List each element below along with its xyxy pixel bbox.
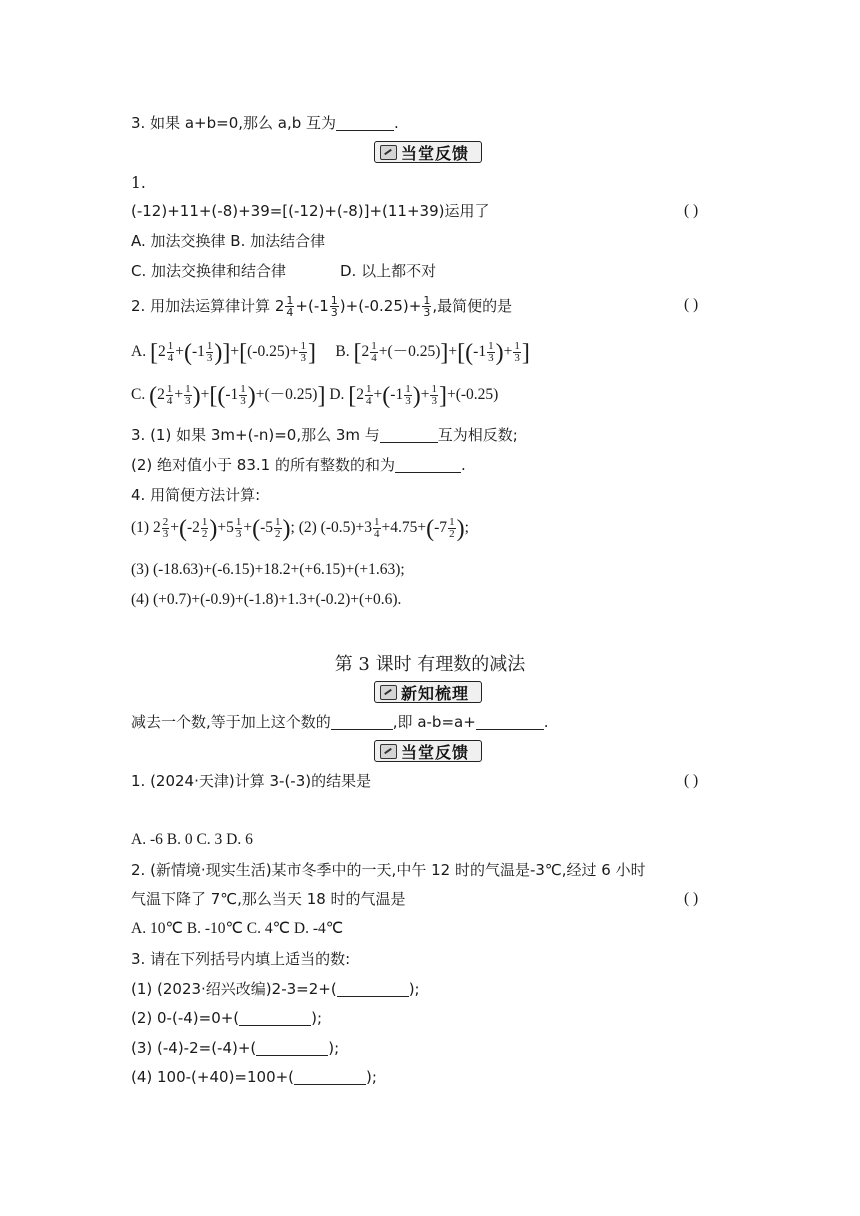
badge-label: 当堂反馈 — [401, 143, 470, 163]
rule-text-c: . — [543, 713, 549, 731]
q4-stem: 4. 用简便方法计算: — [131, 486, 261, 504]
l3-q3-stem: 3. 请在下列括号内填上适当的数: — [131, 950, 351, 968]
section-badge-feedback — [374, 141, 482, 163]
q2-stem — [131, 295, 512, 318]
l3-q3-item-4 — [131, 1067, 377, 1087]
answer-blank[interactable] — [331, 715, 393, 730]
answer-blank[interactable] — [294, 1070, 366, 1085]
l3-q3-item-2 — [131, 1008, 322, 1028]
q3-2-end: . — [460, 456, 466, 474]
option-c-label: C. — [131, 386, 146, 404]
answer-blank[interactable] — [256, 1041, 328, 1056]
q4-item-3: (3) (-18.63)+(-6.15)+18.2+(+6.15)+(+1.63); — [131, 561, 405, 578]
answer-paren[interactable]: ( ) — [684, 772, 699, 789]
q2-options-ab: A. [2 $\frac{1}{4}$ +(-1 $\frac{1}{3}$ )]+[(-0.25)+ $\frac{1}{3}$ ] B. [2 $\frac{1}{4}$ +(－0.25)]+[(-1 $\frac{1}{3}$ )+ $\frac{1}{3}$ ] — [131, 340, 530, 367]
option-a-label: A. — [131, 343, 147, 361]
l3-q2-options: A. 10℃ B. -10℃ C. 4℃ D. -4℃ — [131, 920, 344, 937]
badge-label: 新知梳理 — [401, 683, 470, 703]
q4-items-1-2: (1) 2 $\frac{2}{3}$ +(-2 $\frac{1}{2}$ )+5 $\frac{1}{3}$ +(-5 $\frac{1}{2}$ ); (2) (-0.5)+3 $\frac{1}{4}$ +4.75+(-7 $\frac{1}{2}$ ); — [131, 516, 469, 543]
l3-q3-item-1 — [131, 979, 420, 999]
q2-part-a: 2. 用加法运算律计算 2 — [131, 297, 285, 315]
answer-blank[interactable] — [239, 1011, 311, 1026]
q2-part-b: +(-1 — [295, 297, 329, 315]
section-badge-new-knowledge — [374, 681, 482, 703]
q3-part1 — [131, 425, 518, 445]
q2-options-cd: C. (2 $\frac{1}{4}$ + $\frac{1}{3}$ )+[(-1 $\frac{1}{3}$ )+(－0.25)] D. [2 $\frac{1}{4}$ +(-1 $\frac{1}{3}$ )+ $\frac{1}{3}$ ]+(-0.25) — [131, 383, 499, 410]
item-text: (1) (2023·绍兴改编)2-3=2+( — [131, 980, 337, 998]
lesson-title: 第 3 课时 有理数的减法 — [334, 654, 526, 675]
q1-option-d: D. 以上都不对 — [340, 262, 437, 280]
answer-blank[interactable] — [476, 715, 544, 730]
rule-text-b: ,即 a-b=a+ — [392, 713, 476, 731]
badge-label: 当堂反馈 — [401, 742, 470, 762]
answer-blank[interactable] — [336, 116, 394, 131]
q4-1-label: (1) — [131, 519, 150, 537]
q1-option-c: C. 加法交换律和结合律 — [131, 262, 287, 280]
option-d-label: D. — [329, 386, 345, 404]
q4-item-4: (4) (+0.7)+(-0.9)+(-1.8)+1.3+(-0.2)+(+0.6). — [131, 591, 402, 608]
item-close: ); — [408, 980, 420, 998]
q4-2-label: ; (2) (-0.5)+3 — [290, 519, 373, 537]
l3-q2-line1: 2. (新情境·现实生活)某市冬季中的一天,中午 12 时的气温是-3℃,经过 6 小时 — [131, 861, 646, 879]
item-text: (4) 100-(+40)=100+( — [131, 1068, 295, 1086]
fraction: $\frac{1}{3}$ — [423, 294, 431, 319]
fraction: $\frac{1}{4}$ — [286, 294, 294, 319]
answer-paren[interactable]: ( ) — [684, 890, 699, 907]
q3-end: . — [394, 114, 399, 132]
q1-options-ab: A. 加法交换律 B. 加法结合律 — [131, 232, 326, 250]
item-text: (3) (-4)-2=(-4)+( — [131, 1039, 257, 1057]
q3-part2 — [131, 455, 466, 475]
pen-icon — [380, 145, 397, 160]
q3-1-end: 互为相反数; — [437, 426, 518, 444]
answer-paren[interactable]: ( ) — [684, 202, 699, 219]
question-3-complement — [131, 113, 399, 133]
book-icon — [380, 685, 397, 700]
q1-number: 1. — [131, 174, 146, 192]
q3-text: 3. 如果 a+b=0,那么 a,b 互为 — [131, 114, 337, 132]
answer-blank[interactable] — [337, 982, 409, 997]
q3-1-text: 3. (1) 如果 3m+(-n)=0,那么 3m 与 — [131, 426, 380, 444]
answer-paren[interactable]: ( ) — [684, 296, 699, 313]
fraction: $\frac{1}{3}$ — [330, 294, 338, 319]
answer-blank[interactable] — [380, 428, 438, 443]
l3-q3-item-3 — [131, 1038, 339, 1058]
q1-expression: (-12)+11+(-8)+39=[(-12)+(-8)]+(11+39)运用了 — [131, 202, 490, 220]
q4-2-mid: +4.75+ — [381, 519, 427, 537]
section-badge-feedback — [374, 740, 482, 762]
subtraction-rule — [131, 712, 549, 732]
l3-q2-line2: 气温下降了 7℃,那么当天 18 时的气温是 — [131, 890, 406, 908]
l3-q1-options: A. -6 B. 0 C. 3 D. 6 — [131, 831, 253, 848]
q2-part-c: )+(-0.25)+ — [339, 297, 422, 315]
item-close: ); — [328, 1039, 340, 1057]
pen-icon — [380, 744, 397, 759]
l3-q1: 1. (2024·天津)计算 3-(-3)的结果是 — [131, 772, 372, 790]
rule-text-a: 减去一个数,等于加上这个数的 — [131, 713, 331, 731]
answer-blank[interactable] — [395, 458, 461, 473]
item-close: ); — [366, 1068, 377, 1086]
item-text: (2) 0-(-4)=0+( — [131, 1009, 240, 1027]
option-b-label: B. — [335, 343, 350, 361]
q3-2-text: (2) 绝对值小于 83.1 的所有整数的和为 — [131, 456, 395, 474]
item-close: ); — [311, 1009, 323, 1027]
q2-part-d: ,最简便的是 — [432, 297, 513, 315]
